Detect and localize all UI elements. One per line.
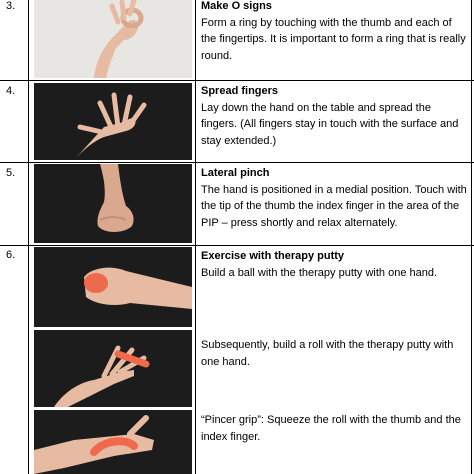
exercise-title: Make O signs: [201, 0, 272, 12]
hand-putty-ball-photo: [34, 247, 192, 327]
exercise-title: Exercise with therapy putty: [201, 250, 345, 262]
hand-lateral-pinch-photo: [34, 164, 192, 243]
exercise-text: Form a ring by touching with the thumb and each of the fingertips. It is important to form a ring that is really round.: [201, 16, 466, 62]
exercise-description: [201, 165, 469, 231]
hand-putty-roll-photo: [34, 330, 192, 407]
table-border: [471, 0, 472, 474]
exercise-text: Subsequently, build a roll with the therapy putty with one hand.: [201, 339, 454, 368]
row-number: 4.: [6, 85, 16, 97]
exercise-title: Spread fingers: [201, 85, 279, 97]
hand-pincer-grip-photo: [34, 410, 192, 474]
table-row-divider: [0, 80, 474, 81]
table-column-divider: [28, 0, 29, 474]
exercise-title: Lateral pinch: [201, 167, 270, 179]
row-number: 6.: [6, 249, 16, 261]
exercise-description: [201, 83, 469, 149]
table-row-divider: [0, 245, 474, 246]
exercise-text: “Pincer grip”: Squeeze the roll with the thumb and the index finger.: [201, 414, 461, 443]
row-number: 5.: [6, 167, 16, 179]
exercise-description: [201, 0, 469, 64]
hand-ok-sign-photo: [34, 0, 192, 78]
table-row-divider: [0, 162, 474, 163]
hand-spread-fingers-photo: [34, 83, 192, 160]
row-number: 3.: [6, 0, 16, 12]
exercise-text: Build a ball with the therapy putty with one hand.: [201, 266, 438, 279]
exercise-text: Lay down the hand on the table and spread the fingers. (All fingers stay in touch with the surface and stay extended.): [201, 101, 459, 147]
table-column-divider: [195, 0, 196, 474]
exercise-text: The hand is positioned in a medial position. Touch with the tip of the thumb the index finger in the area of the PIP – press shortly and relax alternately.: [201, 183, 467, 229]
exercise-description: [201, 248, 469, 281]
